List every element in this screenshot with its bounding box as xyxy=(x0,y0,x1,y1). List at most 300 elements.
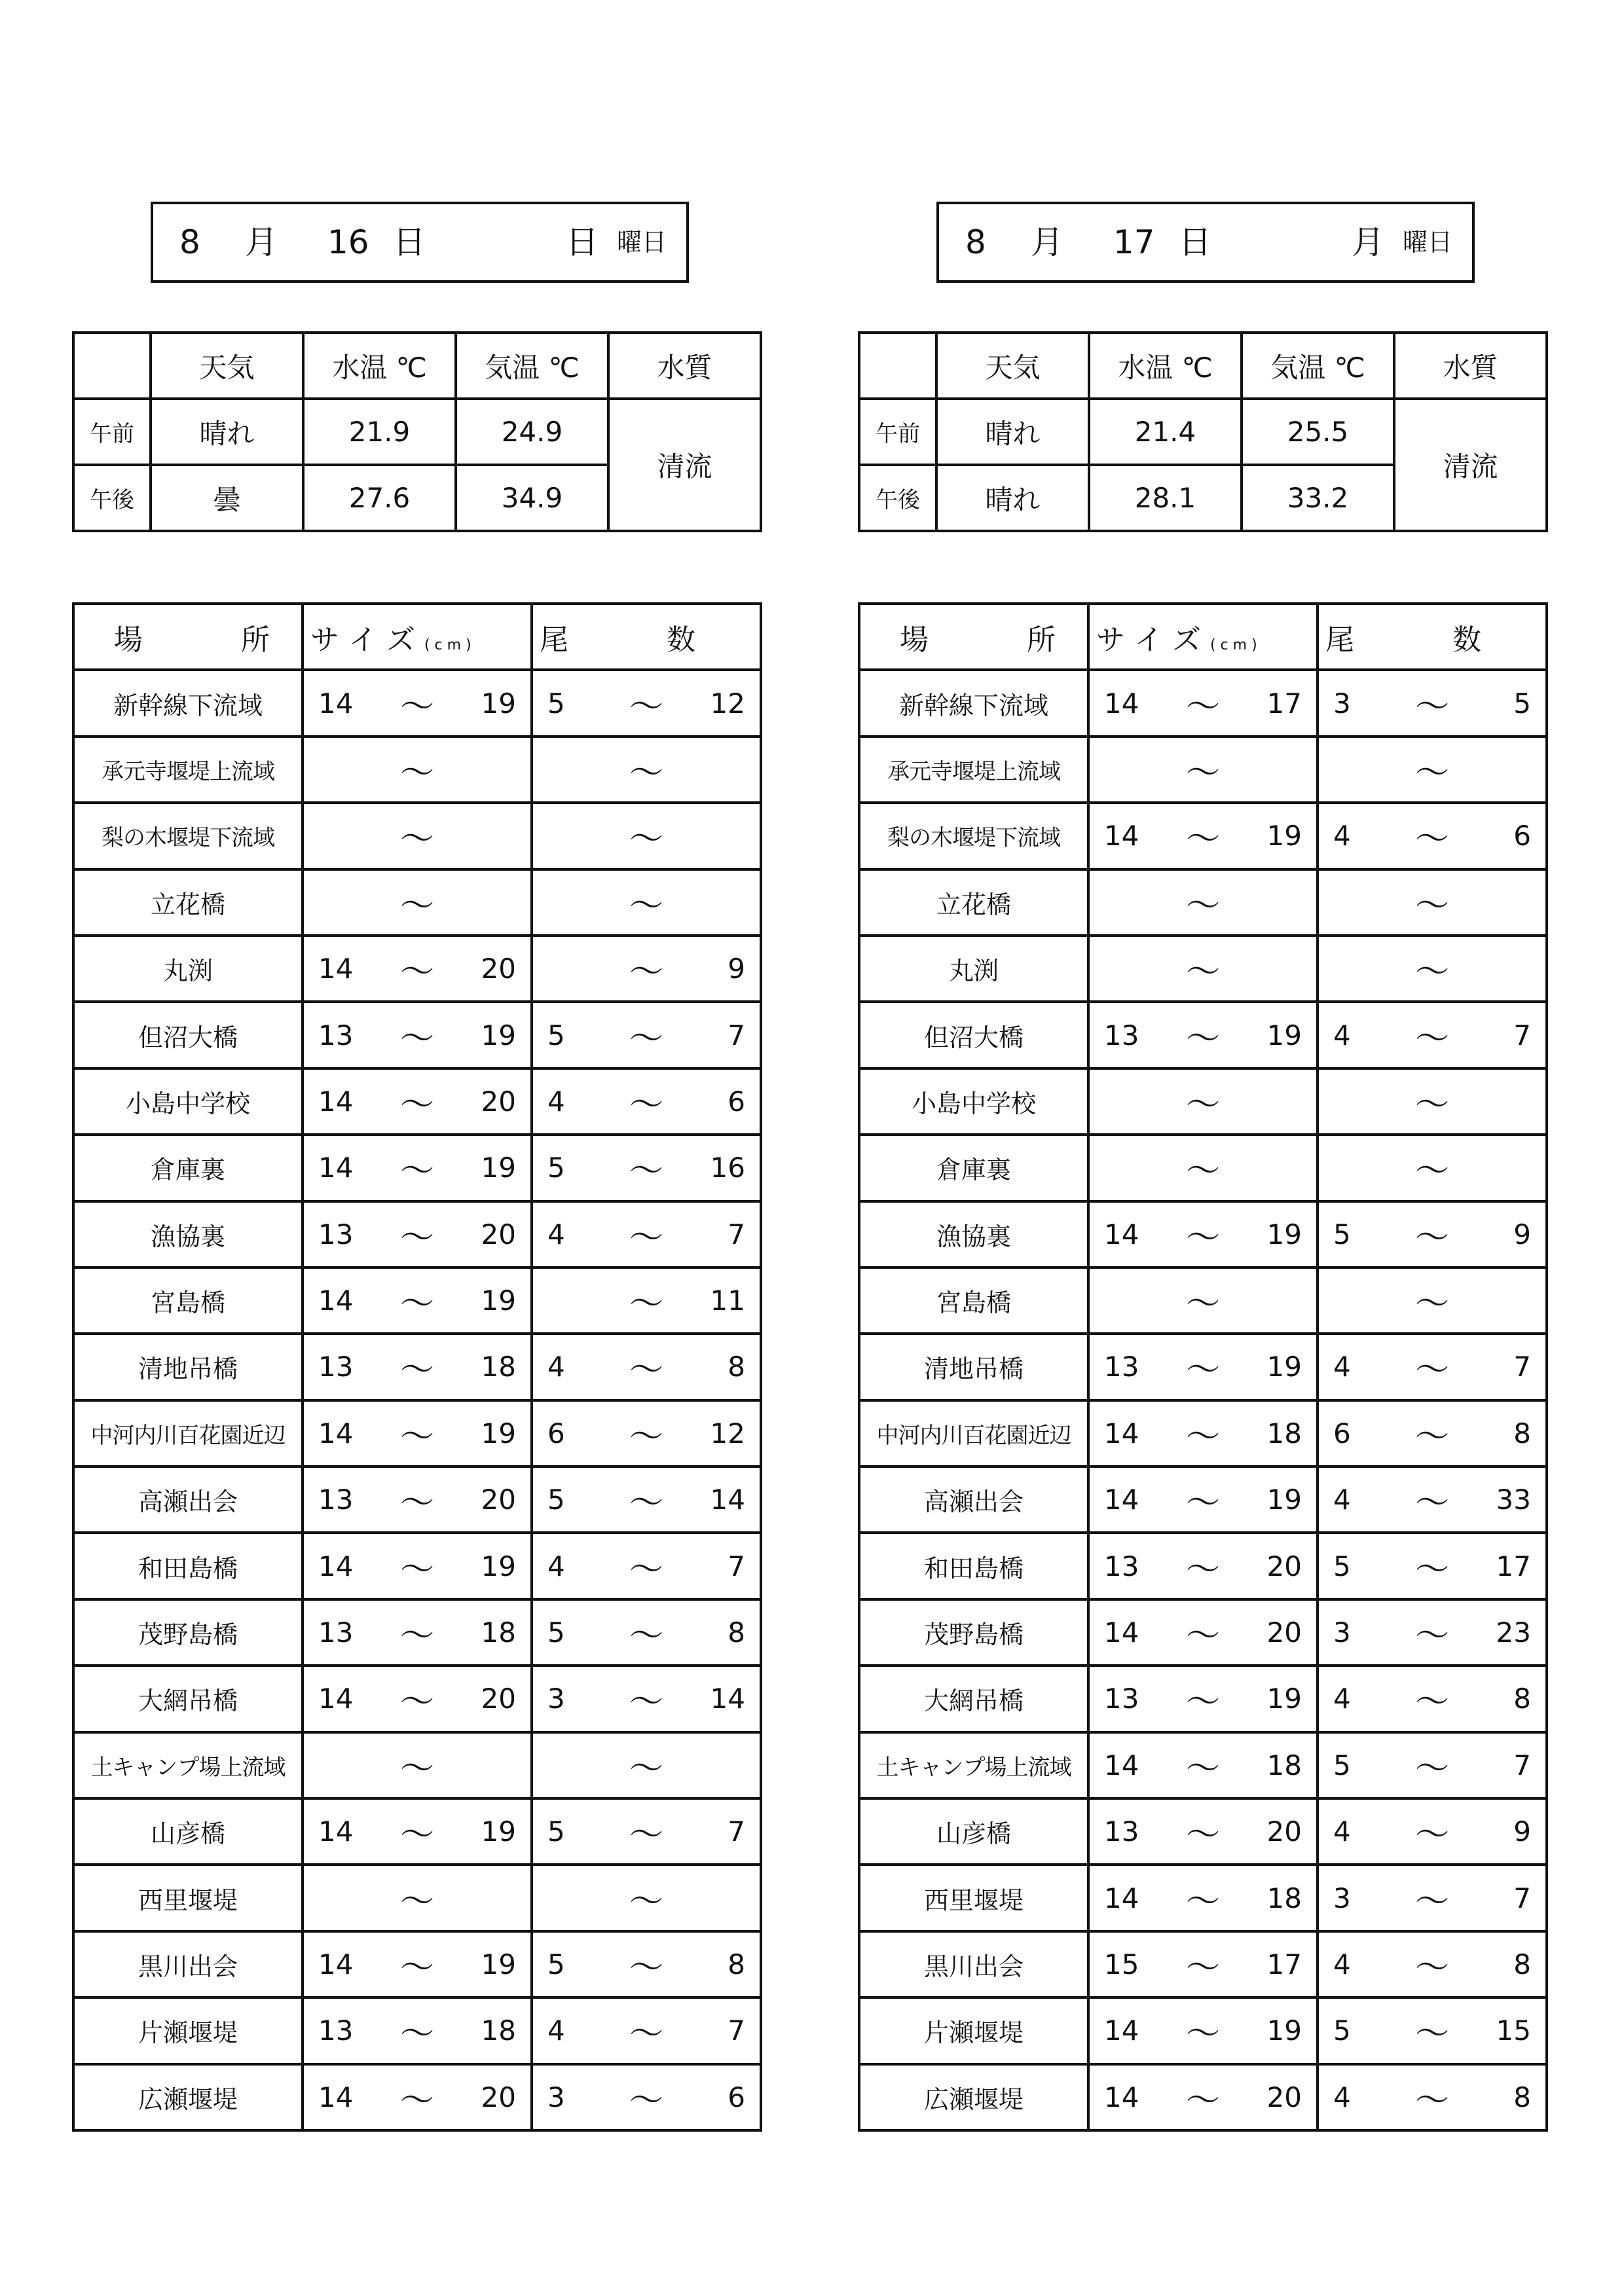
size-max: 19 xyxy=(1266,1484,1302,1516)
location-name: 山彦橋 xyxy=(859,1798,1088,1865)
size-min: 14 xyxy=(1104,820,1139,852)
weather-header-weather: 天気 xyxy=(936,333,1089,399)
count-max: 12 xyxy=(710,1417,745,1449)
catch-header-row xyxy=(859,604,1547,670)
size-range xyxy=(303,2064,532,2130)
table-row xyxy=(73,1798,761,1865)
count-range xyxy=(1318,1135,1547,1201)
count-max: 8 xyxy=(1513,1417,1531,1449)
location-name: 大網吊橋 xyxy=(859,1666,1088,1732)
count-range xyxy=(532,869,761,936)
size-min: 14 xyxy=(1104,687,1139,720)
tilde: 〜 xyxy=(399,1815,434,1855)
count-min: 3 xyxy=(547,1683,565,1715)
date-box xyxy=(151,202,689,283)
count-min: 5 xyxy=(547,1152,565,1184)
count-range xyxy=(532,670,761,736)
location-name: 宮島橋 xyxy=(859,1267,1088,1334)
count-max: 12 xyxy=(710,687,745,720)
location-name: 土キャンプ場上流域 xyxy=(859,1732,1088,1798)
location-name: 片瀬堰堤 xyxy=(859,1997,1088,2064)
am-weather: 晴れ xyxy=(151,399,303,465)
size-max: 19 xyxy=(481,1285,516,1317)
count-min: 3 xyxy=(1333,1616,1351,1649)
count-max: 14 xyxy=(710,1484,745,1516)
size-min: 14 xyxy=(318,1948,354,1980)
count-range xyxy=(532,1068,761,1135)
pm-weather: 晴れ xyxy=(936,465,1089,531)
size-max: 20 xyxy=(1266,1616,1302,1649)
table-row xyxy=(859,1135,1547,1201)
tilde: 〜 xyxy=(629,1285,663,1324)
header-size-unit: ( c m ) xyxy=(1209,636,1257,653)
count-min: 5 xyxy=(1333,1550,1351,1582)
size-min: 13 xyxy=(318,1484,354,1516)
size-range xyxy=(303,1467,532,1533)
tilde: 〜 xyxy=(629,886,663,926)
count-range xyxy=(1318,1467,1547,1533)
location-name: 新幹線下流域 xyxy=(859,670,1088,736)
size-range xyxy=(1088,1467,1318,1533)
location-name: 茂野島橋 xyxy=(859,1599,1088,1666)
count-min: 5 xyxy=(1333,1218,1351,1250)
location-name: 丸渕 xyxy=(73,936,303,1002)
tilde: 〜 xyxy=(1414,1550,1449,1590)
count-max: 11 xyxy=(710,1285,745,1317)
location-name: 片瀬堰堤 xyxy=(73,1997,303,2064)
location-name: 中河内川百花園近辺 xyxy=(859,1400,1088,1467)
count-min: 5 xyxy=(547,1019,565,1051)
table-row xyxy=(859,1997,1547,2064)
tilde: 〜 xyxy=(399,1550,434,1590)
tilde: 〜 xyxy=(1414,1019,1449,1059)
tilde: 〜 xyxy=(629,820,663,860)
count-min: 4 xyxy=(1333,1683,1351,1715)
weather-header-water-quality: 水質 xyxy=(1394,333,1547,399)
tilde: 〜 xyxy=(1414,886,1449,926)
tilde: 〜 xyxy=(1185,1417,1220,1457)
count-min: 4 xyxy=(1333,1948,1351,1980)
count-range xyxy=(532,1267,761,1334)
count-range xyxy=(532,1135,761,1201)
tilde: 〜 xyxy=(1185,886,1220,926)
tilde: 〜 xyxy=(399,1085,434,1125)
location-name: 立花橋 xyxy=(859,869,1088,936)
table-row xyxy=(859,1798,1547,1865)
weather-table xyxy=(72,331,762,532)
size-max: 18 xyxy=(1266,1749,1302,1781)
size-max: 20 xyxy=(1266,1550,1302,1582)
count-range xyxy=(532,1467,761,1533)
tilde: 〜 xyxy=(1414,1218,1449,1258)
location-name: 倉庫裏 xyxy=(73,1135,303,1201)
tilde: 〜 xyxy=(1185,1683,1220,1722)
tilde: 〜 xyxy=(1414,1683,1449,1722)
location-name: 和田島橋 xyxy=(859,1533,1088,1599)
table-row xyxy=(859,936,1547,1002)
tilde: 〜 xyxy=(1414,753,1449,793)
size-range xyxy=(303,1068,532,1135)
tilde: 〜 xyxy=(1414,1484,1449,1523)
weather-header-weather: 天気 xyxy=(151,333,303,399)
table-row xyxy=(859,1201,1547,1267)
location-name: 高瀬出会 xyxy=(859,1467,1088,1533)
location-name: 西里堰堤 xyxy=(859,1865,1088,1931)
pm-label: 午後 xyxy=(73,465,151,531)
size-max: 18 xyxy=(1266,1417,1302,1449)
weather-header-water-temp: 水温 ℃ xyxy=(1089,333,1242,399)
tilde: 〜 xyxy=(1185,820,1220,860)
table-row xyxy=(73,1135,761,1201)
table-row xyxy=(859,1865,1547,1931)
size-range xyxy=(303,869,532,936)
count-range xyxy=(1318,670,1547,736)
size-min: 14 xyxy=(318,1550,354,1582)
size-min: 13 xyxy=(1104,1683,1139,1715)
tilde: 〜 xyxy=(1414,953,1449,993)
count-min: 4 xyxy=(547,1085,565,1118)
size-range xyxy=(303,803,532,869)
am-label: 午前 xyxy=(73,399,151,465)
table-row xyxy=(73,1334,761,1400)
size-range xyxy=(1088,869,1318,936)
count-max: 23 xyxy=(1496,1616,1531,1649)
size-max: 19 xyxy=(1266,1351,1302,1383)
tilde: 〜 xyxy=(1185,1749,1220,1789)
water-quality-value: 清流 xyxy=(608,399,761,531)
table-row xyxy=(73,936,761,1002)
count-range xyxy=(1318,2064,1547,2130)
tilde: 〜 xyxy=(629,1484,663,1523)
size-range xyxy=(1088,1201,1318,1267)
tilde: 〜 xyxy=(399,2014,434,2054)
count-min: 4 xyxy=(547,1351,565,1383)
location-name: 承元寺堰堤上流域 xyxy=(73,737,303,803)
size-min: 13 xyxy=(1104,1019,1139,1051)
size-min: 15 xyxy=(1104,1948,1139,1980)
count-range xyxy=(1318,1599,1547,1666)
tilde: 〜 xyxy=(399,886,434,926)
table-row xyxy=(859,1533,1547,1599)
location-name: 承元寺堰堤上流域 xyxy=(859,737,1088,803)
count-min: 6 xyxy=(547,1417,565,1449)
date-month: 8 xyxy=(179,223,200,261)
count-max: 7 xyxy=(728,1550,745,1582)
count-max: 8 xyxy=(728,1351,745,1383)
count-range xyxy=(1318,1533,1547,1599)
count-min: 3 xyxy=(1333,1882,1351,1914)
weather-header-blank xyxy=(859,333,936,399)
tilde: 〜 xyxy=(399,1351,434,1391)
size-range xyxy=(303,670,532,736)
count-min: 4 xyxy=(547,2014,565,2047)
tilde: 〜 xyxy=(629,1417,663,1457)
size-min: 13 xyxy=(318,1218,354,1250)
size-max: 19 xyxy=(481,687,516,720)
size-min: 14 xyxy=(1104,1417,1139,1449)
table-row xyxy=(73,1666,761,1732)
table-row xyxy=(859,1334,1547,1400)
size-range xyxy=(1088,1002,1318,1068)
size-range xyxy=(303,1267,532,1334)
table-row xyxy=(859,1599,1547,1666)
am-water-temp: 21.4 xyxy=(1089,399,1242,465)
count-min: 5 xyxy=(1333,2014,1351,2047)
date-day: 17 xyxy=(1113,223,1155,261)
size-range xyxy=(1088,670,1318,736)
tilde: 〜 xyxy=(1414,1749,1449,1789)
size-min: 13 xyxy=(1104,1351,1139,1383)
date-month-unit: 月 xyxy=(245,223,278,261)
size-range xyxy=(303,1666,532,1732)
count-range xyxy=(532,1997,761,2064)
size-range xyxy=(1088,1135,1318,1201)
table-row xyxy=(73,869,761,936)
count-range xyxy=(532,1732,761,1798)
tilde: 〜 xyxy=(629,1351,663,1391)
tilde: 〜 xyxy=(1185,1085,1220,1125)
size-min: 14 xyxy=(318,687,354,720)
tilde: 〜 xyxy=(629,687,663,727)
pm-air-temp: 33.2 xyxy=(1242,465,1394,531)
size-range xyxy=(303,1931,532,1997)
tilde: 〜 xyxy=(1185,953,1220,993)
table-row xyxy=(859,869,1547,936)
size-min: 13 xyxy=(318,1351,354,1383)
count-max: 7 xyxy=(728,1815,745,1848)
table-row xyxy=(73,1068,761,1135)
count-range xyxy=(532,2064,761,2130)
size-max: 19 xyxy=(1266,1218,1302,1250)
size-min: 14 xyxy=(1104,1484,1139,1516)
size-min: 13 xyxy=(1104,1550,1139,1582)
size-range xyxy=(303,1135,532,1201)
table-row xyxy=(73,1732,761,1798)
size-max: 20 xyxy=(481,953,516,985)
tilde: 〜 xyxy=(399,1484,434,1523)
tilde: 〜 xyxy=(1185,1152,1220,1192)
location-name: 倉庫裏 xyxy=(859,1135,1088,1201)
count-min: 6 xyxy=(1333,1417,1351,1449)
table-row xyxy=(73,670,761,736)
tilde: 〜 xyxy=(1185,1616,1220,1656)
tilde: 〜 xyxy=(399,1019,434,1059)
count-range xyxy=(532,1865,761,1931)
count-min: 5 xyxy=(547,1484,565,1516)
tilde: 〜 xyxy=(1414,687,1449,727)
size-min: 14 xyxy=(1104,1749,1139,1781)
table-row xyxy=(859,1931,1547,1997)
table-row xyxy=(73,1201,761,1267)
table-row xyxy=(73,1599,761,1666)
table-row xyxy=(859,1732,1547,1798)
size-max: 19 xyxy=(481,1815,516,1848)
count-range xyxy=(532,1334,761,1400)
tilde: 〜 xyxy=(629,1085,663,1125)
count-max: 7 xyxy=(1513,1019,1531,1051)
size-range xyxy=(303,1798,532,1865)
tilde: 〜 xyxy=(399,687,434,727)
location-name: 大網吊橋 xyxy=(73,1666,303,1732)
size-range xyxy=(1088,1533,1318,1599)
size-range xyxy=(303,1002,532,1068)
count-range xyxy=(532,803,761,869)
tilde: 〜 xyxy=(399,953,434,993)
tilde: 〜 xyxy=(399,1218,434,1258)
date-weekday-unit: 曜日 xyxy=(617,228,667,257)
am-label: 午前 xyxy=(859,399,936,465)
tilde: 〜 xyxy=(1414,1616,1449,1656)
tilde: 〜 xyxy=(1414,1085,1449,1125)
table-row xyxy=(859,737,1547,803)
table-row xyxy=(73,1931,761,1997)
count-range xyxy=(1318,869,1547,936)
tilde: 〜 xyxy=(1185,2014,1220,2054)
header-size: サ イ ズ ( c m ) xyxy=(1088,604,1318,670)
size-range xyxy=(1088,803,1318,869)
count-max: 33 xyxy=(1496,1484,1531,1516)
table-row xyxy=(73,1400,761,1467)
catch-table xyxy=(72,602,762,2132)
size-max: 18 xyxy=(481,2014,516,2047)
table-row xyxy=(859,1400,1547,1467)
tilde: 〜 xyxy=(629,1749,663,1789)
pm-water-temp: 28.1 xyxy=(1089,465,1242,531)
weather-header-air-temp: 気温 ℃ xyxy=(456,333,608,399)
size-max: 18 xyxy=(481,1616,516,1649)
tilde: 〜 xyxy=(1414,1285,1449,1324)
tilde: 〜 xyxy=(1185,1550,1220,1590)
count-range xyxy=(532,1533,761,1599)
size-min: 14 xyxy=(318,2081,354,2113)
am-air-temp: 24.9 xyxy=(456,399,608,465)
count-range xyxy=(1318,1068,1547,1135)
tilde: 〜 xyxy=(1185,1351,1220,1391)
count-max: 9 xyxy=(1513,1815,1531,1848)
count-range xyxy=(1318,1666,1547,1732)
count-max: 8 xyxy=(728,1948,745,1980)
am-water-temp: 21.9 xyxy=(303,399,456,465)
table-row xyxy=(859,1666,1547,1732)
size-min: 14 xyxy=(318,1683,354,1715)
size-range xyxy=(1088,1666,1318,1732)
table-row xyxy=(73,1467,761,1533)
table-row xyxy=(73,1865,761,1931)
tilde: 〜 xyxy=(629,1019,663,1059)
weather-table xyxy=(858,331,1548,532)
count-range xyxy=(1318,1865,1547,1931)
count-max: 8 xyxy=(1513,1948,1531,1980)
count-range xyxy=(1318,1931,1547,1997)
tilde: 〜 xyxy=(629,1815,663,1855)
count-range xyxy=(532,1798,761,1865)
count-range xyxy=(1318,1997,1547,2064)
size-max: 18 xyxy=(481,1351,516,1383)
header-location: 場 所 xyxy=(73,604,303,670)
count-max: 7 xyxy=(728,1019,745,1051)
size-range xyxy=(303,737,532,803)
size-min: 14 xyxy=(318,1085,354,1118)
tilde: 〜 xyxy=(1185,1484,1220,1523)
location-name: 茂野島橋 xyxy=(73,1599,303,1666)
weather-header-blank xyxy=(73,333,151,399)
location-name: 西里堰堤 xyxy=(73,1865,303,1931)
table-row xyxy=(73,1267,761,1334)
table-row xyxy=(859,2064,1547,2130)
date-month: 8 xyxy=(965,223,986,261)
tilde: 〜 xyxy=(629,953,663,993)
size-min: 14 xyxy=(1104,1882,1139,1914)
tilde: 〜 xyxy=(1414,2014,1449,2054)
count-range xyxy=(1318,737,1547,803)
pm-air-temp: 34.9 xyxy=(456,465,608,531)
size-min: 13 xyxy=(318,1616,354,1649)
count-min: 4 xyxy=(1333,2081,1351,2113)
size-min: 14 xyxy=(318,1285,354,1317)
location-name: 漁協裏 xyxy=(73,1201,303,1267)
location-name: 梨の木堰堤下流域 xyxy=(859,803,1088,869)
tilde: 〜 xyxy=(1185,687,1220,727)
size-range xyxy=(1088,1798,1318,1865)
count-min: 4 xyxy=(1333,1019,1351,1051)
count-min: 5 xyxy=(547,1815,565,1848)
tilde: 〜 xyxy=(1185,1815,1220,1855)
tilde: 〜 xyxy=(1185,1218,1220,1258)
tilde: 〜 xyxy=(399,1152,434,1192)
size-range xyxy=(303,1599,532,1666)
tilde: 〜 xyxy=(399,1616,434,1656)
size-min: 14 xyxy=(1104,1218,1139,1250)
size-min: 14 xyxy=(318,1152,354,1184)
tilde: 〜 xyxy=(629,1683,663,1722)
count-max: 17 xyxy=(1496,1550,1531,1582)
tilde: 〜 xyxy=(399,1882,434,1922)
header-location: 場 所 xyxy=(859,604,1088,670)
tilde: 〜 xyxy=(629,1882,663,1922)
location-name: 土キャンプ場上流域 xyxy=(73,1732,303,1798)
tilde: 〜 xyxy=(1414,1882,1449,1922)
table-row xyxy=(73,1002,761,1068)
count-max: 9 xyxy=(1513,1218,1531,1250)
date-day-unit: 日 xyxy=(393,223,426,261)
count-range xyxy=(532,1201,761,1267)
table-row xyxy=(73,803,761,869)
weather-header-water-temp: 水温 ℃ xyxy=(303,333,456,399)
location-name: 清地吊橋 xyxy=(73,1334,303,1400)
count-max: 9 xyxy=(728,953,745,985)
header-count: 尾 数 xyxy=(1318,604,1547,670)
count-min: 5 xyxy=(547,1948,565,1980)
count-min: 4 xyxy=(547,1218,565,1250)
location-name: 小島中学校 xyxy=(859,1068,1088,1135)
tilde: 〜 xyxy=(1414,1815,1449,1855)
tilde: 〜 xyxy=(1414,1152,1449,1192)
size-min: 14 xyxy=(318,953,354,985)
size-max: 18 xyxy=(1266,1882,1302,1914)
size-min: 14 xyxy=(318,1815,354,1848)
am-weather: 晴れ xyxy=(936,399,1089,465)
location-name: 山彦橋 xyxy=(73,1798,303,1865)
location-name: 広瀬堰堤 xyxy=(73,2064,303,2130)
size-max: 20 xyxy=(481,1218,516,1250)
count-range xyxy=(1318,936,1547,1002)
tilde: 〜 xyxy=(629,1550,663,1590)
size-min: 14 xyxy=(1104,2081,1139,2113)
date-weekday: 月 xyxy=(1352,223,1384,261)
count-range xyxy=(532,1599,761,1666)
size-max: 20 xyxy=(481,1085,516,1118)
count-max: 5 xyxy=(1513,687,1531,720)
